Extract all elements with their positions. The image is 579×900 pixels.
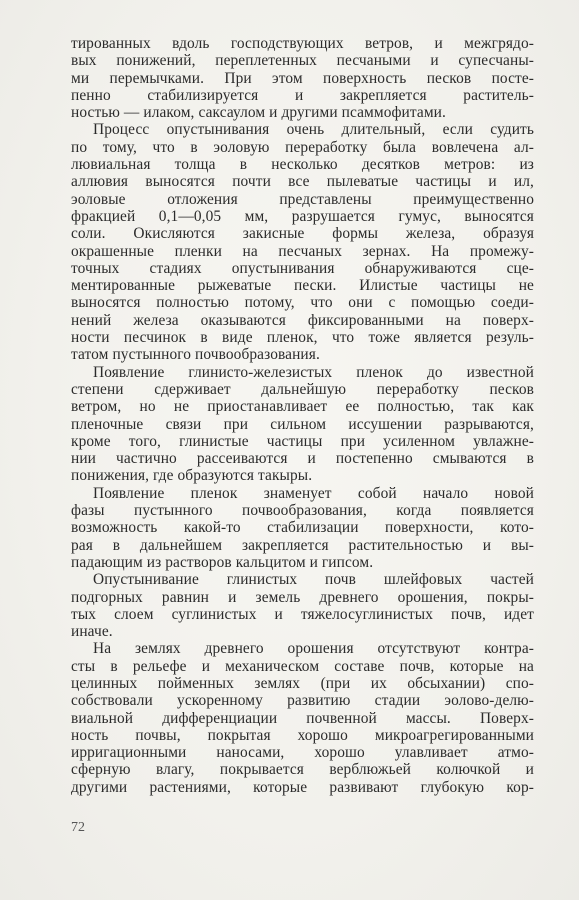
text-line: иначе.: [71, 623, 113, 641]
text-line: пенно стабилизируется и закрепляется раститель-: [71, 86, 534, 104]
text-line: аллювия выносятся почти все пылеватые частицы и ил,: [71, 173, 534, 191]
text-line: понижения, где образуются такыры.: [71, 467, 313, 485]
text-line: фазы пустынного почвообразования, когда появляется: [71, 502, 534, 520]
text-line: тированных вдоль господствующих ветров, и межгрядо-: [71, 35, 534, 52]
text-line: соли. Окисляются закисные формы железа, образуя: [71, 225, 534, 243]
text-line: ности песчинок в виде пленок, что тоже является резуль-: [71, 329, 534, 347]
text-line: лювиальная толща в несколько десятков метров: из: [71, 156, 534, 174]
text-line: нений железа оказываются фиксированными на поверх-: [71, 311, 534, 329]
text-line: выносятся полностью потому, что они с помощью соеди-: [71, 294, 534, 312]
text-line: ветром, но не приостанавливает ее полностью, так как: [71, 398, 534, 416]
text-line: точных стадиях опустынивания обнаруживаются сце-: [71, 259, 534, 277]
text-line: Появление пленок знаменует собой начало новой: [93, 484, 534, 502]
body-text: [71, 35, 534, 796]
text-line: собствовали ускоренному развитию стадии эолово-делю-: [71, 692, 534, 710]
text-line: татом пустынного почвообразования.: [71, 346, 320, 364]
text-line: окрашенные пленки на песчаных зернах. На промежу-: [71, 242, 534, 260]
text-line: нии частично рассеиваются и постепенно смываются в: [71, 450, 534, 468]
text-line: ми перемычками. При этом поверхность песков посте-: [71, 69, 534, 87]
text-line: ментированные рыжеватые пески. Илистые частицы не: [71, 277, 534, 295]
text-line: возможность какой-то стабилизации поверхности, кото-: [71, 519, 534, 537]
text-line: целинных пойменных землях (при их обсыхании) спо-: [71, 674, 534, 692]
text-line: ирригационными наносами, хорошо улавливает атмо-: [71, 744, 534, 762]
text-line: Появление глинисто-железистых пленок до известной: [93, 363, 534, 381]
text-line: На землях древнего орошения отсутствуют контра-: [93, 640, 534, 658]
text-line: другими растениями, которые развивают глубокую кор-: [71, 778, 534, 796]
text-line: эоловые отложения представлены преимущественно: [71, 190, 534, 208]
text-line: сты в рельефе и механическом составе почв, которые на: [71, 657, 534, 675]
text-line: сферную влагу, покрывается верблюжьей колючкой и: [71, 761, 534, 779]
text-line: Опустынивание глинистых почв шлейфовых частей: [93, 571, 534, 589]
text-line: по тому, что в эоловую переработку была вовлечена ал-: [71, 138, 534, 156]
text-line: ность почвы, покрытая хорошо микроагрегированными: [71, 726, 534, 744]
text-line: падающим из растворов кальцитом и гипсом.: [71, 553, 374, 571]
text-line: кроме того, глинистые частицы при усиленном увлажне-: [71, 432, 534, 450]
text-line: Процесс опустынивания очень длительный, если судить: [93, 121, 534, 139]
text-line: рая в дальнейшем закрепляется растительностью и вы-: [71, 536, 534, 554]
page-number: 72: [71, 820, 85, 835]
text-line: тых слоем суглинистых и тяжелосуглинистых почв, идет: [71, 605, 534, 623]
text-line: пленочные связи при сильном иссушении разрываются,: [71, 415, 534, 433]
text-line: подгорных равнин и земель древнего орошения, покры-: [71, 588, 534, 606]
text-line: фракцией 0,1—0,05 мм, разрушается гумус, выносятся: [71, 207, 534, 225]
text-line: виальной дифференциации почвенной массы. Поверх-: [71, 709, 534, 727]
text-line: ностью — илаком, саксаулом и другими псаммофитами.: [71, 104, 446, 122]
text-line: степени сдерживает дальнейшую переработку песков: [71, 380, 534, 398]
text-line: вых понижений, переплетенных песчаными и супесчаны-: [71, 52, 534, 70]
